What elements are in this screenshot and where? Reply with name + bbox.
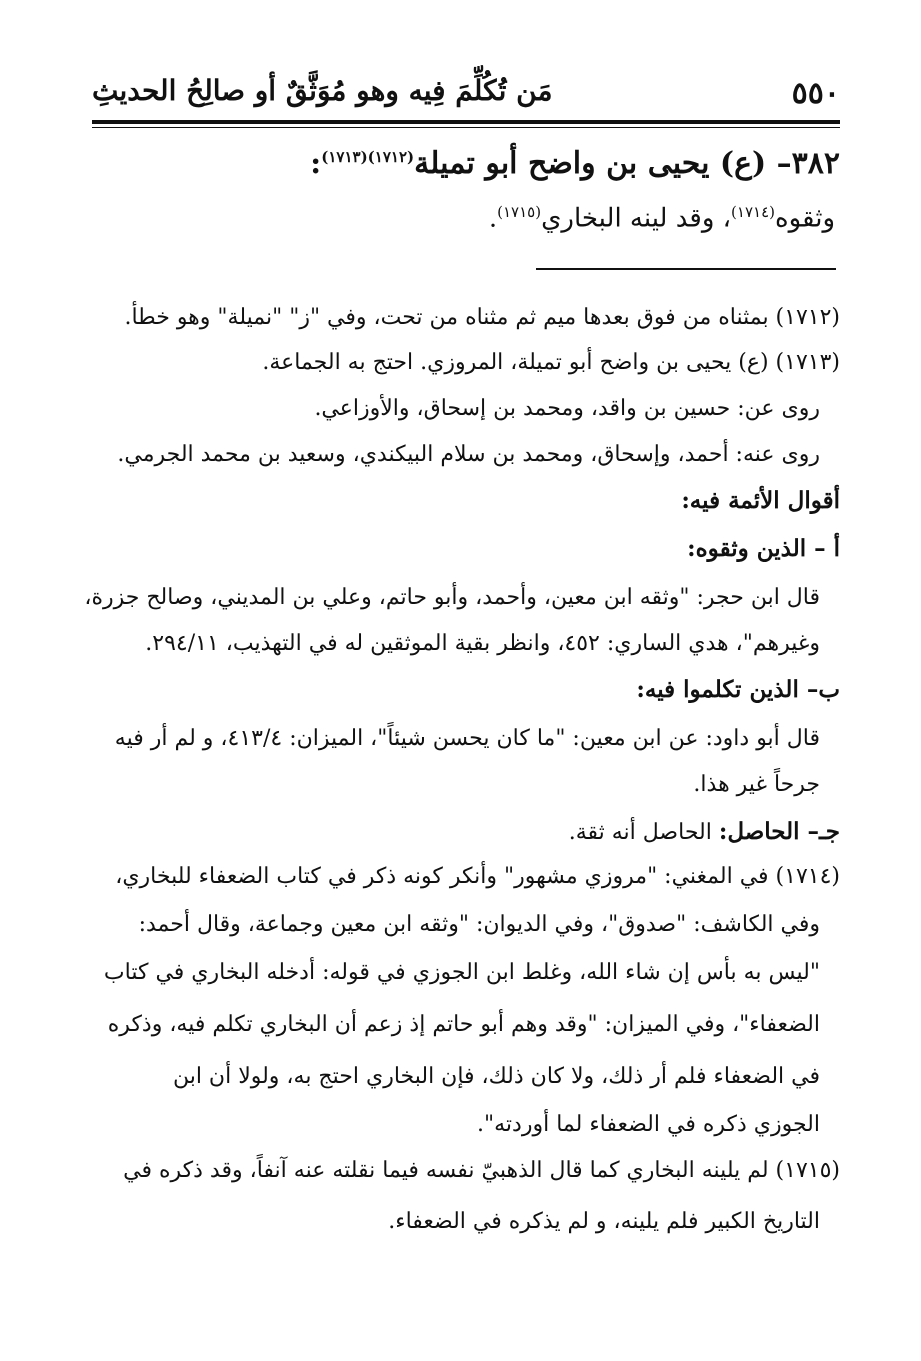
page-header	[92, 70, 840, 122]
footnote-1713: (١٧١٣) (ع) يحيى بن واضح أبو تميلة، المروزي. احتج به الجماعة.	[262, 350, 840, 375]
alif-text-line-2: وغيرهم"، هدي الساري: ٤٥٢، وانظر بقية الموثقين له في التهذيب، ٢٩٤/١١.	[145, 631, 820, 656]
entry-colon: :	[310, 146, 322, 181]
footnote-1714-line-2: وفي الكاشف: "صدوق"، وفي الديوان: "وثقه ابن معين وجماعة، وقال أحمد:	[138, 912, 820, 937]
footnote-separator	[536, 268, 836, 270]
subheading-ba: ب– الذين تكلموا فيه:	[636, 676, 840, 703]
entry-period: .	[488, 203, 498, 234]
header-rule-thick	[92, 120, 840, 124]
jim-line	[569, 818, 840, 845]
entry-heading	[310, 146, 840, 181]
entry-name: (ع) يحيى بن واضح أبو تميلة	[414, 146, 767, 181]
footnote-1714-line-5: في الضعفاء فلم أر ذلك، ولا كان ذلك، فإن البخاري احتج به، ولولا أن ابن	[172, 1064, 820, 1089]
entry-footnote-refs: (١٧١٢)(١٧١٣)	[321, 148, 415, 166]
rawa-an: روى عن: حسين بن واقد، ومحمد بن إسحاق، والأوزاعي.	[314, 396, 820, 421]
subheading-jim: جـ– الحاصل:	[718, 818, 840, 845]
footnote-1714-line-3: "ليس به بأس إن شاء الله، وغلط ابن الجوزي في قوله: أدخله البخاري في كتاب	[103, 960, 820, 985]
ba-text-line-1: قال أبو داود: عن ابن معين: "ما كان يحسن شيئاً"، الميزان: ٤١٣/٤، و لم أر فيه	[114, 726, 820, 751]
alif-text-line-1: قال ابن حجر: "وثقه ابن معين، وأحمد، وأبو حاتم، وعلي بن المديني، وصالح جزرة،	[84, 585, 820, 610]
page-number: ٥٥٠	[791, 76, 840, 111]
aqwal-heading: أقوال الأئمة فيه:	[681, 487, 840, 514]
entry-text-b: ، وقد لينه البخاري	[541, 203, 732, 234]
footnote-1714-line-6: الجوزي ذكره في الضعفاء لما أوردته".	[477, 1112, 820, 1137]
footnote-ref-1715: (١٧١٥)	[497, 203, 542, 221]
entry-body-line	[489, 203, 835, 234]
footnote-1712: (١٧١٢) بمثناه من فوق بعدها ميم ثم مثناه من تحت، وفي "ز" "نميلة" وهو خطأ.	[124, 305, 840, 330]
footnote-1715-line-1: (١٧١٥) لم يلينه البخاري كما قال الذهبيّ نفسه فيما نقلته عنه آنفاً، وقد ذكره في	[123, 1158, 840, 1183]
footnote-ref-1714: (١٧١٤)	[731, 203, 775, 221]
header-rule-thin	[92, 127, 840, 128]
footnote-1714-line-4: الضعفاء"، وفي الميزان: "وقد وهم أبو حاتم إذ زعم أن البخاري تكلم فيه، وذكره	[107, 1012, 820, 1037]
running-title: مَن تُكُلِّمَ فِيه وهو مُوَثَّقٌ أو صالِحُ الحديثِ	[92, 74, 553, 107]
ba-text-line-2: جرحاً غير هذا.	[693, 772, 820, 797]
subheading-alif: أ – الذين وثقوه:	[687, 535, 840, 562]
entry-text-a: وثقوه	[775, 203, 835, 234]
footnote-1715-line-2: التاريخ الكبير فلم يلينه، و لم يذكره في الضعفاء.	[388, 1209, 820, 1234]
rawa-anhu: روى عنه: أحمد، وإسحاق، ومحمد بن سلام البيكندي، وسعيد بن محمد الجرمي.	[117, 442, 820, 467]
jim-text: الحاصل أنه ثقة.	[568, 820, 712, 845]
footnote-1714-line-1: (١٧١٤) في المغني: "مروزي مشهور" وأنكر كونه ذكر في كتاب الضعفاء للبخاري،	[115, 864, 840, 889]
entry-number: ٣٨٢–	[776, 146, 840, 181]
